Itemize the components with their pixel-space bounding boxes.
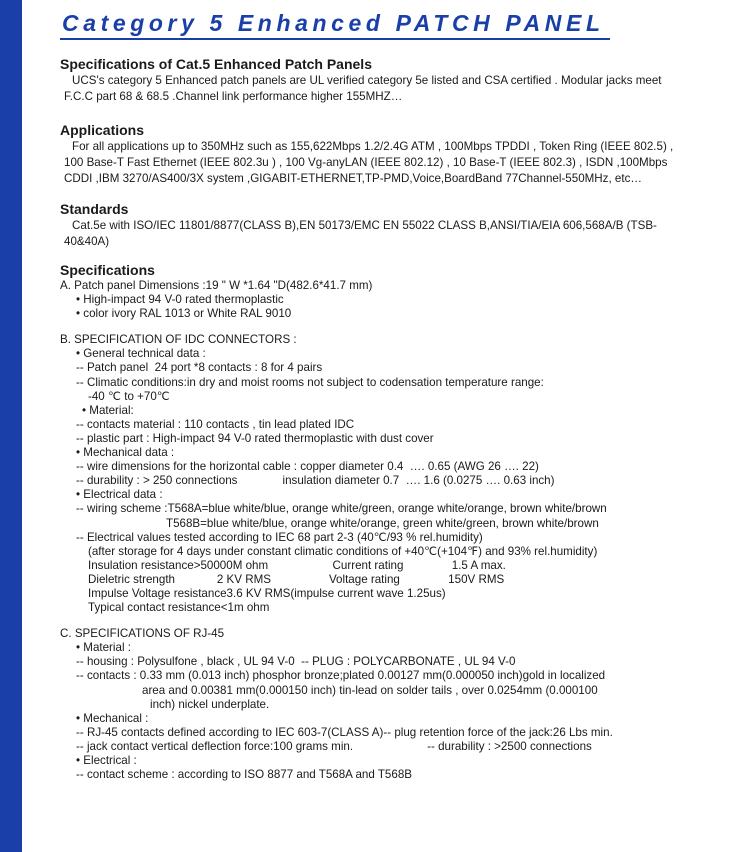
- spec-line: • High-impact 94 V-0 rated thermoplastic: [76, 293, 284, 307]
- title-underline: [60, 38, 610, 40]
- spec-line: -- plastic part : High-impact 94 V-0 rated thermoplastic with dust cover: [76, 431, 434, 445]
- spec-line: C. SPECIFICATIONS OF RJ-45: [60, 627, 225, 641]
- spec-part-b: [60, 333, 690, 615]
- spec-line: -- Climatic conditions:in dry and moist rooms not subject to codensation temperature range:: [76, 375, 544, 389]
- spec-line: -- contacts : 0.33 mm (0.013 inch) phosphor bronze;plated 0.00127 mm(0.000050 inch)gold in localized: [76, 669, 606, 683]
- spec-line: A. Patch panel Dimensions :19 " W *1.64 "D(482.6*41.7 mm): [60, 279, 373, 292]
- document-body: [60, 55, 690, 782]
- spec-line: -- Electrical values tested according to IEC 68 part 2-3 (40℃/93 % rel.humidity): [76, 530, 483, 544]
- spec-line: -- wiring scheme :T568A=blue white/blue, orange white/green, orange white/orange, brown white/brown: [76, 502, 607, 516]
- spec-line: Typical contact resistance<1m ohm: [88, 601, 270, 615]
- spec-part-a: [60, 279, 690, 321]
- spec-line: • General technical data :: [76, 347, 206, 361]
- spec-part-c: [60, 627, 690, 782]
- page-title: Category 5 Enhanced PATCH PANEL: [62, 10, 605, 36]
- section-heading-standards: Standards: [60, 201, 129, 217]
- spec-line: Dieletric strength 2 KV RMS Voltage rating 150V RMS: [88, 572, 505, 586]
- left-accent-bar: [0, 0, 22, 852]
- section-heading-spec-cat5: Specifications of Cat.5 Enhanced Patch Panels: [60, 56, 372, 72]
- spec-line: -- contact scheme : according to ISO 8877 and T568A and T568B: [76, 768, 412, 782]
- spec-line: (after storage for 4 days under constant climatic conditions of +40℃(+104℉) and 93% rel.humidity): [88, 544, 598, 558]
- spec-line: -40 ℃ to +70℃: [88, 389, 170, 403]
- spec-line: area and 0.00381 mm(0.000150 inch) tin-lead on solder tails , over 0.0254mm (0.000100: [142, 683, 598, 697]
- spec-line: inch) nickel underplate.: [150, 697, 270, 711]
- spec-line: -- wire dimensions for the horizontal cable : copper diameter 0.4 …. 0.65 (AWG 26 …. 22): [76, 460, 539, 474]
- spec-line: • Electrical :: [76, 754, 137, 767]
- spec-line: • Material :: [76, 641, 131, 655]
- spec-line: -- RJ-45 contacts defined according to IEC 603-7(CLASS A)-- plug retention force of the jack:26 Lbs min.: [76, 725, 613, 739]
- section-heading-specifications: Specifications: [60, 262, 155, 278]
- spec-line: • color ivory RAL 1013 or White RAL 9010: [76, 307, 292, 321]
- spec-line: Insulation resistance>50000M ohm Current rating 1.5 A max.: [88, 558, 506, 572]
- section-text-applications: For all applications up to 350MHz such as 155,622Mbps 1.2/2.4G ATM , 100Mbps TPDDI , Token Ring (IEEE 802.5) , 100 Base-T Fast Ethernet (IEEE 802.3u ) , 100 Vg-anyLAN (IEEE 802.12) , 10 Base-T (IEEE 802.3) , ISDN ,100Mbps CDDI ,IBM 3270/AS400/3X system ,GIGABIT-ETHERNET,TP-PMD,Voice,BoardBand 77Channel-550MHz, etc…: [64, 140, 674, 185]
- spec-line: T568B=blue white/blue, orange white/orange, green white/green, brown white/brown: [166, 516, 599, 530]
- section-heading-applications: Applications: [60, 122, 145, 138]
- spec-line: • Material:: [82, 403, 134, 417]
- spec-line: -- Patch panel 24 port *8 contacts : 8 for 4 pairs: [76, 361, 323, 375]
- spec-line: -- housing : Polysulfone , black , UL 94 V-0 -- PLUG : POLYCARBONATE , UL 94 V-0: [76, 655, 516, 669]
- spec-line: • Mechanical :: [76, 711, 149, 725]
- spec-line: • Electrical data :: [76, 488, 163, 502]
- section-text-standards: Cat.5e with ISO/IEC 11801/8877(CLASS B),EN 50173/EMC EN 55022 CLASS B,ANSI/TIA/EIA 606,568A/B (TSB-40&40A): [64, 219, 657, 248]
- spec-line: -- jack contact vertical deflection force:100 grams min. -- durability : >2500 connections: [76, 739, 592, 753]
- spec-line: B. SPECIFICATION OF IDC CONNECTORS :: [60, 333, 297, 347]
- spec-line: -- contacts material : 110 contacts , tin lead plated IDC: [76, 417, 355, 431]
- section-text-spec-cat5: UCS's category 5 Enhanced patch panels are UL verified category 5e listed and CSA certified . Modular jacks meet F.C.C part 68 & 68.5 .Channel link performance higher 155MHZ…: [64, 74, 662, 103]
- spec-line: • Mechanical data :: [76, 446, 175, 460]
- spec-line: -- durability : > 250 connections insulation diameter 0.7 …. 1.6 (0.0275 …. 0.63 inch): [76, 474, 555, 488]
- spec-line: Impulse Voltage resistance3.6 KV RMS(impulse current wave 1.25us): [88, 586, 446, 600]
